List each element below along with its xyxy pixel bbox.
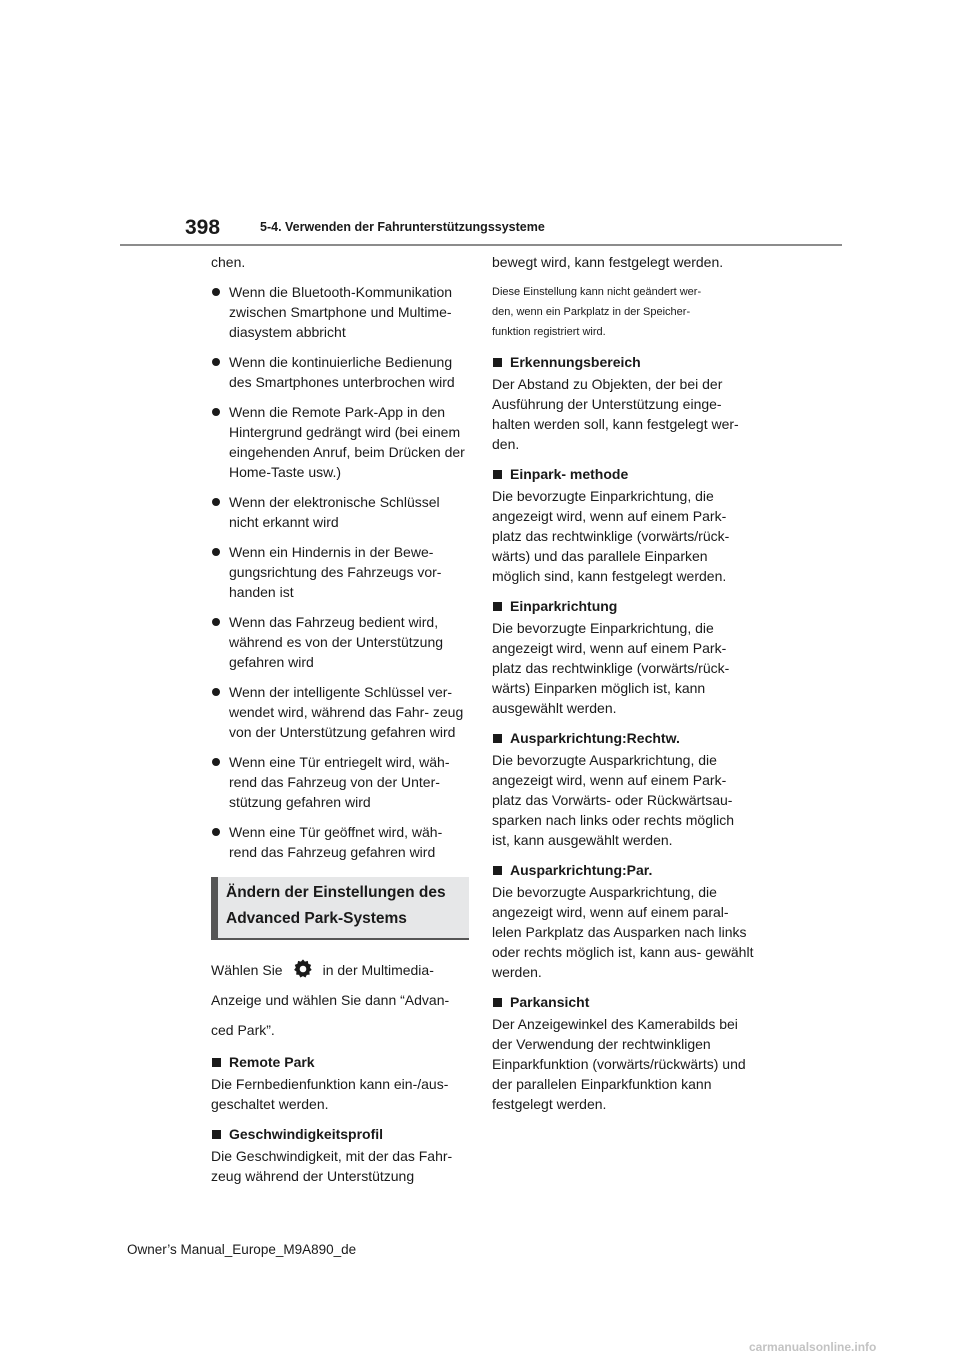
bullet-icon [212,688,220,696]
square-marker-icon [493,734,502,743]
note-line: funktion registriert wird. [492,326,606,338]
list-item: Wenn das Fahrzeug bedient wird, während es von der Unterstützung gefahren wird [211,612,469,672]
list-item: Wenn die Bluetooth-Kommunikation zwischen Smartphone und Multime- diasystem abbricht [211,282,469,342]
bullet-icon [212,358,220,366]
bullet-icon [212,498,220,506]
parking-direction-text: Die bevorzugte Einparkrichtung, die angezeigt wird, wenn auf einem Park- platz das rechtwinklige (vorwärts/rück- wärts) Einparken möglich ist, kann ausgewählt werden. [492,620,730,716]
square-marker-icon [493,866,502,875]
speed-profile-text: Die Geschwindigkeit, mit der das Fahr- zeug während der Unterstützung [211,1148,453,1185]
list-item: Wenn der elektronische Schlüssel nicht erkannt wird [211,492,469,532]
square-marker-icon [493,998,502,1007]
watermark: carmanualsonline.info [749,1340,877,1354]
settings-heading-box [211,877,469,940]
subhead-exit-direction-parallel: Ausparkrichtung:Par. [492,860,754,880]
bullet-list [211,282,469,862]
select-instruction: Wählen Sie in der Multimedia- [211,958,469,982]
select-instruction-line3: ced Park”. [211,1022,275,1039]
exit-direction-perpendicular-text: Die bevorzugte Ausparkrichtung, die angezeigt wird, wenn auf einem Park- platz das Vorwärts- oder Rückwärtsau- sparken nach links oder rechts möglich ist, kann ausgewählt werden. [492,752,735,848]
list-item: Wenn der intelligente Schlüssel ver- wendet wird, während das Fahr- zeug von der Unterstützung gefahren wird [211,682,469,742]
bullet-icon [212,408,220,416]
square-marker-icon [212,1130,221,1139]
subhead-remote-park: Remote Park [211,1052,469,1072]
bullet-icon [212,618,220,626]
parking-view-text: Der Anzeigewinkel des Kamerabilds bei der Verwendung der rechtwinkligen Einparkfunktion (vorwärts/rückwärts) und der parallelen Einparkfunktion kann festgelegt werden. [492,1016,746,1112]
subhead-speed-profile: Geschwindigkeitsprofil [211,1124,469,1144]
bullet-icon [212,288,220,296]
list-item: Wenn eine Tür geöffnet wird, wäh- rend das Fahrzeug gefahren wird [211,822,469,862]
section-header: 5-4. Verwenden der Fahrunterstützungssysteme [260,220,545,234]
intro-text: chen. [211,254,246,270]
square-marker-icon [212,1058,221,1067]
square-marker-icon [493,358,502,367]
remote-park-text: Die Fernbedienfunktion kann ein-/aus- geschaltet werden. [211,1076,449,1113]
list-item: Wenn die Remote Park-App in den Hintergrund gedrängt wird (bei einem eingehenden Anruf, beim Drücken der Home-Taste usw.) [211,402,469,482]
header-rule [120,244,842,246]
note-line: Diese Einstellung kann nicht geändert wer- [492,286,702,298]
left-column [211,252,469,1196]
speed-profile-text-cont: bewegt wird, kann festgelegt werden. [492,254,724,270]
list-item: Wenn die kontinuierliche Bedienung des Smartphones unterbrochen wird [211,352,469,392]
detection-range-text: Der Abstand zu Objekten, der bei der Ausführung der Unterstützung einge- halten werden soll, kann festgelegt wer- den. [492,376,739,452]
subhead-detection-range: Erkennungsbereich [492,352,754,372]
right-column [492,252,754,1124]
list-item: Wenn ein Hindernis in der Bewe- gungsrichtung des Fahrzeugs vor- handen ist [211,542,469,602]
gear-icon [292,958,314,980]
subhead-parking-direction: Einparkrichtung [492,596,754,616]
bullet-icon [212,548,220,556]
square-marker-icon [493,470,502,479]
square-marker-icon [493,602,502,611]
exit-direction-parallel-text: Die bevorzugte Ausparkrichtung, die angezeigt wird, wenn auf einem paral- lelen Parkplatz das Ausparken nach links oder rechts möglich ist, kann aus- gewählt werden. [492,884,754,980]
subhead-exit-direction-perpendicular: Ausparkrichtung:Rechtw. [492,728,754,748]
subhead-parking-method: Einpark- methode [492,464,754,484]
bullet-icon [212,758,220,766]
parking-method-text: Die bevorzugte Einparkrichtung, die angezeigt wird, wenn auf einem Park- platz das rechtwinklige (vorwärts/rück- wärts) und das parallele Einparken möglich sind, kann festgelegt werden. [492,488,730,584]
list-item: Wenn eine Tür entriegelt wird, wäh- rend das Fahrzeug von der Unter- stützung gefahren wird [211,752,469,812]
document-id: Owner’s Manual_Europe_M9A890_de [127,1242,357,1257]
note-line: den, wenn ein Parkplatz in der Speicher- [492,306,691,318]
bullet-icon [212,828,220,836]
page-number: 398 [185,216,221,239]
settings-heading: Ändern der Einstellungen des Advanced Park-Systems [226,884,446,927]
note [492,282,754,342]
select-instruction-line2: Anzeige und wählen Sie dann “Advan- [211,992,450,1009]
subhead-parking-view: Parkansicht [492,992,754,1012]
